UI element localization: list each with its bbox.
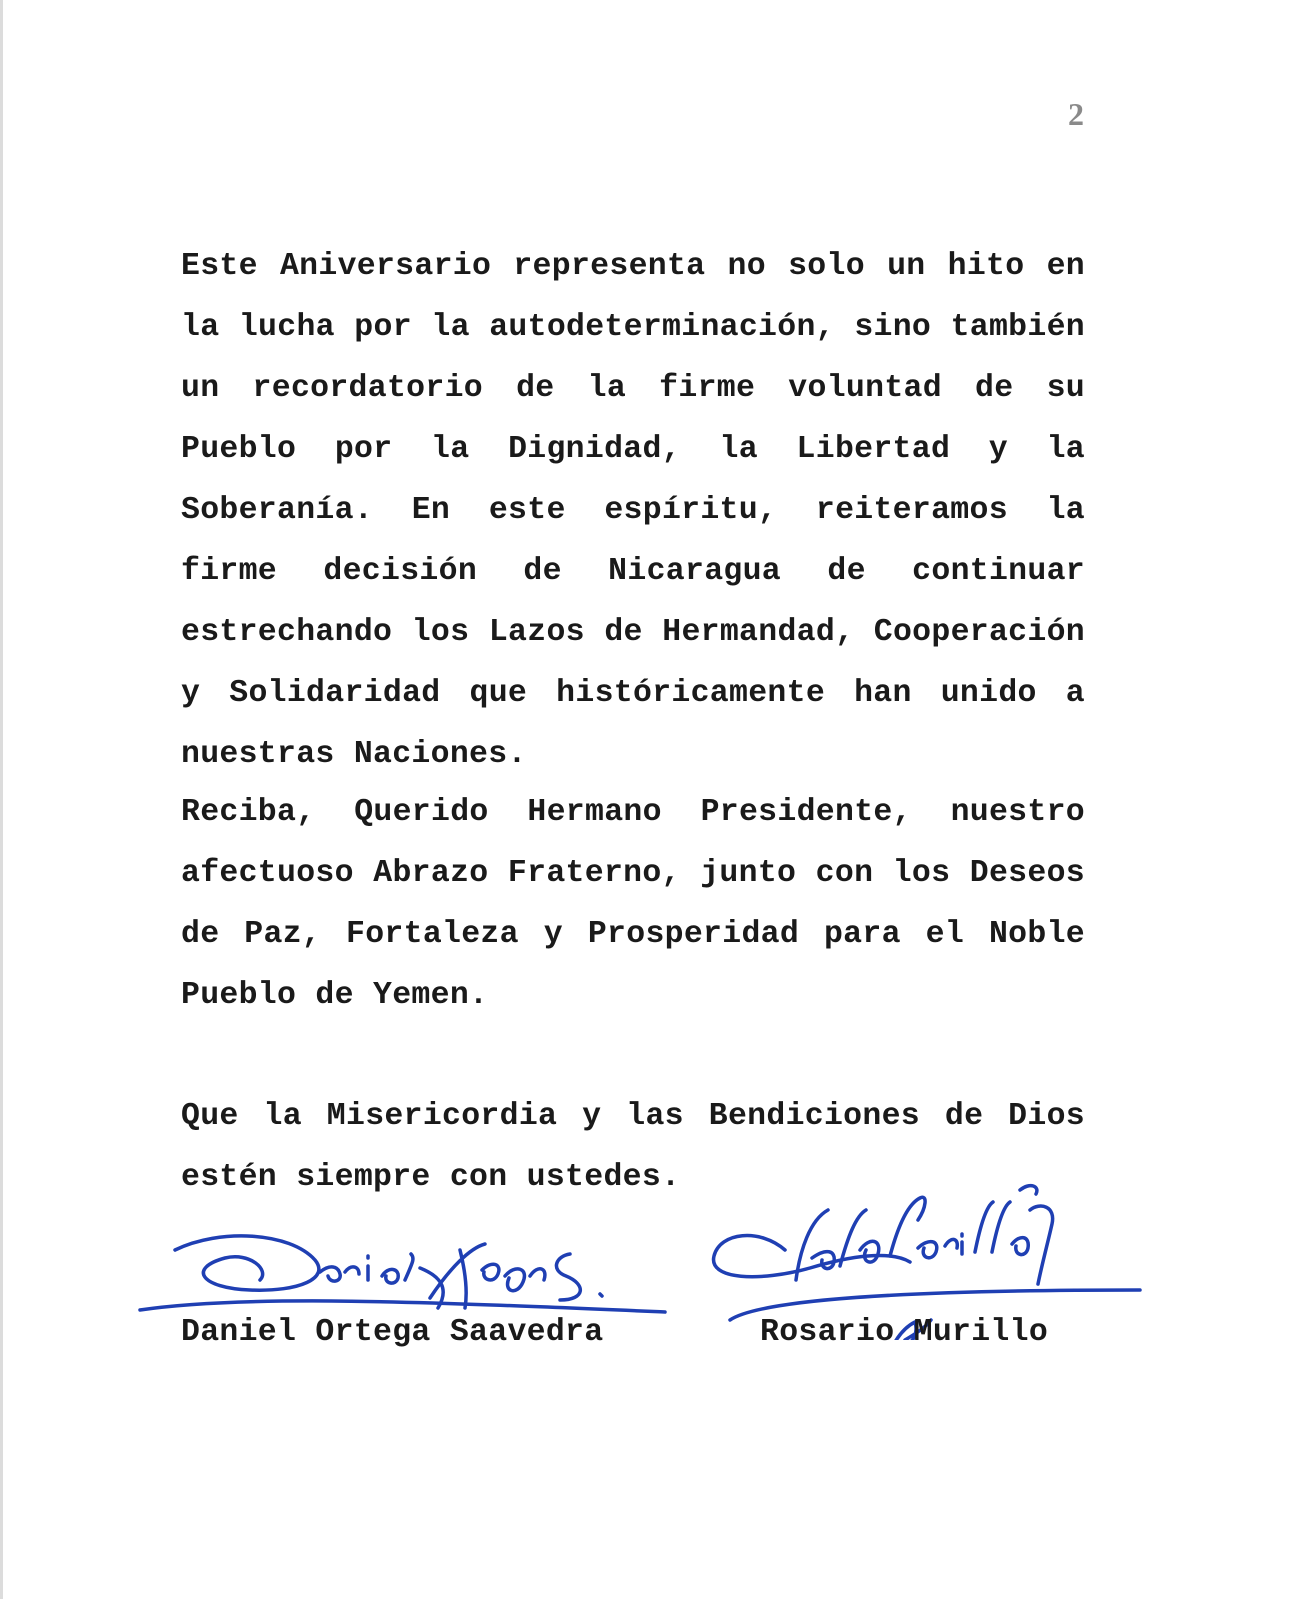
page-number: 2 (1068, 96, 1084, 132)
signature-daniel-ortega (130, 1210, 675, 1320)
signatory-name-rosario: Rosario Murillo (760, 1315, 1049, 1350)
paragraph-blessing: Que la Misericordia y las Bendiciones de Dios estén siempre con ustedes. (181, 1099, 1085, 1195)
page-edge (0, 0, 3, 1599)
paragraph-greeting: Reciba, Querido Hermano Presidente, nuestro afectuoso Abrazo Fraterno, junto con los Deseos de Paz, Fortaleza y Prosperidad para el Noble Pueblo de Yemen. (181, 795, 1085, 1013)
signatory-name-daniel: Daniel Ortega Saavedra (181, 1315, 604, 1350)
paragraph-anniversary: Este Aniversario representa no solo un hito en la lucha por la autodeterminación, sino también un recordatorio de la firme voluntad de su Pueblo por la Dignidad, la Libertad y la Soberanía. En este espíritu, reiteramos la firme decisión de Nicaragua de continuar estrechando los Lazos de Hermandad, Cooperación y Solidaridad que históricamente han unido a nuestras Naciones. (181, 249, 1085, 772)
